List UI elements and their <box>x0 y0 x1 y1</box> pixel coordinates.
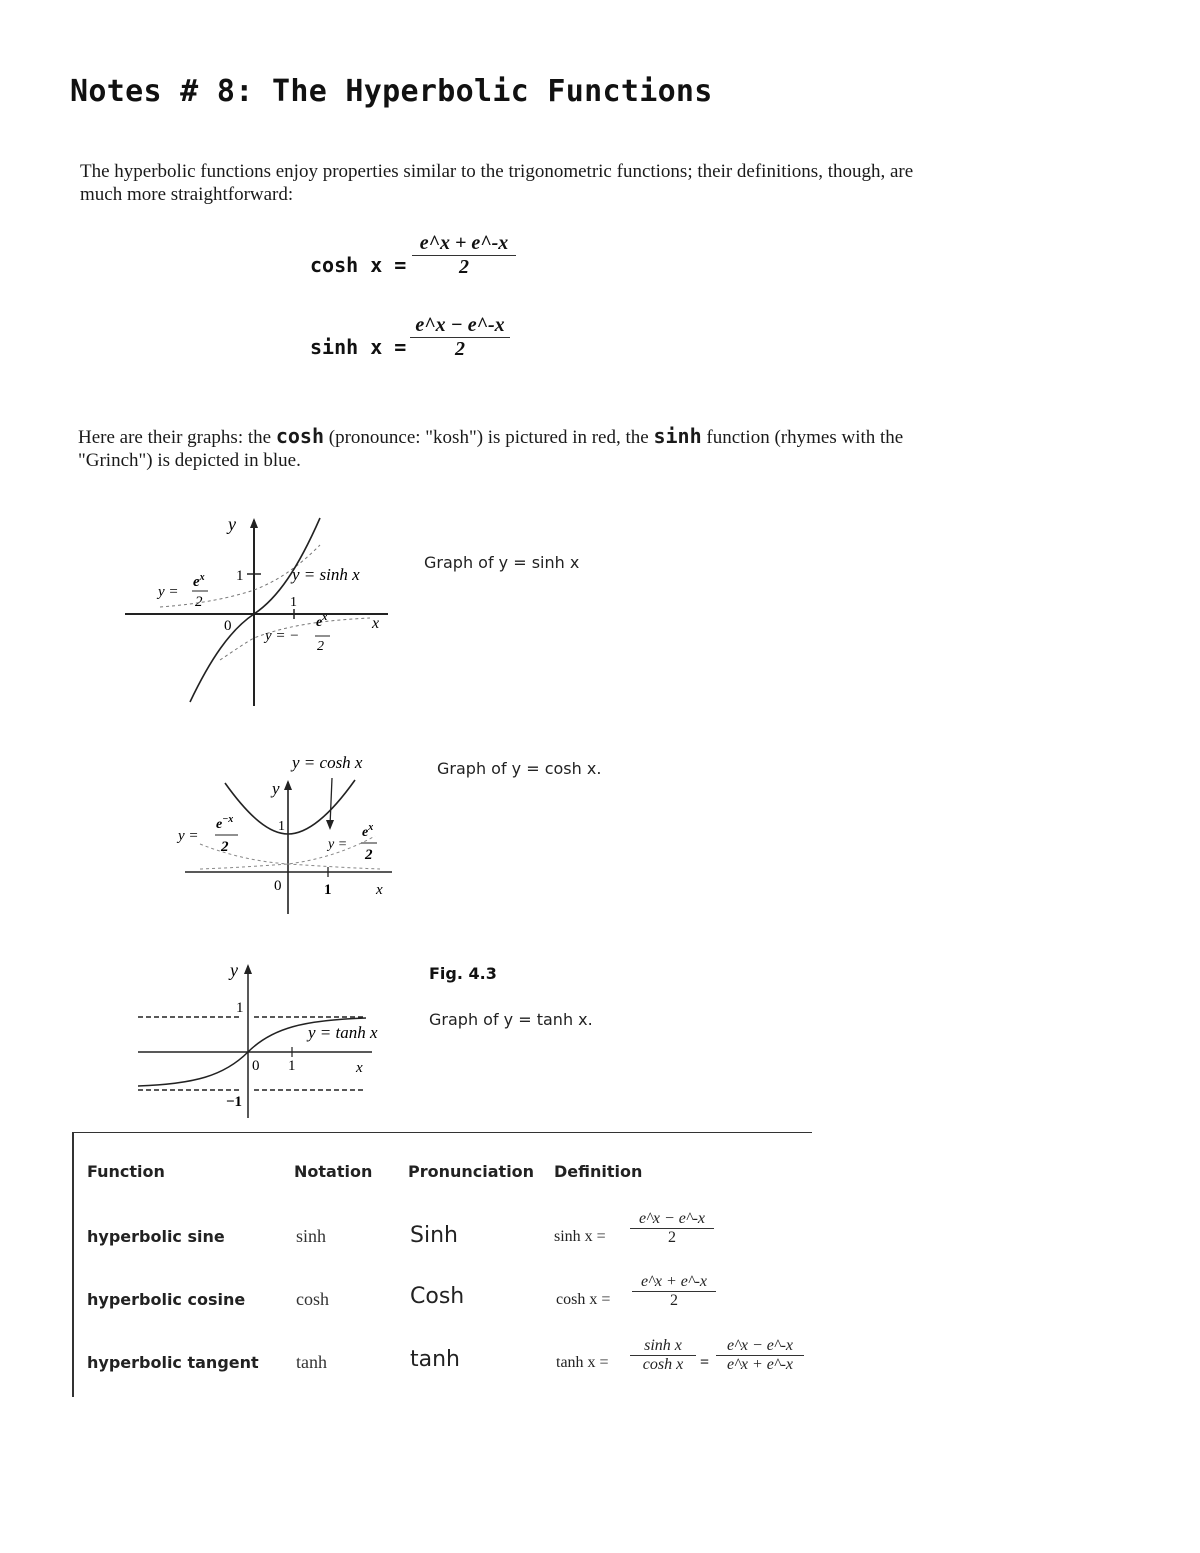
sinh-graph <box>120 510 400 710</box>
graphs-intro-paragraph <box>78 425 978 472</box>
sinh-equation-lhs: sinh x = <box>310 335 407 359</box>
definition-denominator: e^x + e^-x <box>726 1356 794 1373</box>
function-notation: cosh <box>296 1289 329 1309</box>
y-tick-label: 1 <box>236 1000 244 1016</box>
function-name: hyperbolic cosine <box>87 1290 246 1309</box>
origin-label: 0 <box>224 618 232 634</box>
hyperbolic-functions-table <box>72 1132 812 1397</box>
definition-lhs: tanh x = <box>556 1354 609 1371</box>
definition-numerator: e^x − e^-x <box>638 1210 706 1227</box>
x-tick-label: 1 <box>324 882 332 898</box>
exp-neg-half-denominator: 2 <box>221 839 229 855</box>
pointer-arrow <box>330 778 332 826</box>
definition-numerator: sinh x <box>644 1337 682 1354</box>
cosh-equation-numerator: e^x + e^-x <box>419 232 509 254</box>
table-header-pronunciation: Pronunciation <box>408 1162 535 1181</box>
table-header-definition: Definition <box>554 1162 643 1181</box>
cosh-equation-lhs: cosh x = <box>310 253 407 277</box>
cosh-equation-fraction <box>412 232 516 279</box>
definition-equals: = <box>700 1354 710 1371</box>
tanh-graph-caption: Graph of y = tanh x. <box>429 1010 593 1029</box>
table-top-border <box>72 1132 812 1133</box>
x-axis-label: x <box>356 1060 363 1076</box>
x-tick-label: 1 <box>290 595 297 610</box>
cosh-equation-denominator: 2 <box>459 256 469 278</box>
exp-half-label: y = <box>158 584 179 600</box>
origin-label: 0 <box>252 1058 260 1074</box>
exp-half-label: y = <box>328 837 348 852</box>
definition-denominator: 2 <box>668 1229 676 1246</box>
exp-half-numerator: $e^x$ <box>362 822 374 840</box>
origin-label: 0 <box>274 878 282 894</box>
function-name: hyperbolic tangent <box>87 1353 259 1372</box>
y-axis-arrow <box>244 964 252 974</box>
sinh-graph-caption: Graph of y = sinh x <box>424 553 580 572</box>
x-axis-label: x <box>372 615 380 632</box>
exp-half-denominator: 2 <box>195 594 203 610</box>
definition-fraction <box>630 1210 714 1247</box>
page-title: Notes # 8: The Hyperbolic Functions <box>70 74 713 109</box>
exp-half-denominator: 2 <box>365 847 373 863</box>
cosh-graph-caption: Graph of y = cosh x. <box>437 759 602 778</box>
tanh-curve-label: y = tanh x <box>308 1023 378 1042</box>
exp-neg-half-label: y = <box>178 828 199 844</box>
sinh-curve-label: y = sinh x <box>292 565 360 584</box>
graphs-intro-text: function (rhymes with the "Grinch") is depicted in blue. <box>78 427 904 471</box>
sinh-equation-denominator: 2 <box>455 338 465 360</box>
y-axis-label: y <box>272 779 280 798</box>
sinh-equation-fraction <box>410 314 510 361</box>
definition-numerator: e^x + e^-x <box>640 1273 708 1290</box>
sinh-equation-numerator: e^x − e^-x <box>415 314 505 336</box>
y-axis-arrow <box>250 518 258 528</box>
function-pronunciation: tanh <box>410 1347 460 1372</box>
cosh-inline: cosh <box>275 424 324 448</box>
definition-denominator: 2 <box>670 1292 678 1309</box>
definition-numerator: e^x − e^-x <box>726 1337 794 1354</box>
table-header-function: Function <box>87 1162 165 1181</box>
y-axis-arrow <box>284 780 292 790</box>
table-header-notation: Notation <box>294 1162 373 1181</box>
y-tick-label: 1 <box>236 568 244 584</box>
graphs-intro-text: (pronounce: "kosh") is pictured in red, the <box>324 427 654 448</box>
definition-fraction <box>630 1337 696 1374</box>
graphs-intro-text: Here are their graphs: the <box>78 427 276 448</box>
neg-exp-half-numerator: $e^x$ <box>316 612 328 630</box>
function-notation: sinh <box>296 1226 327 1246</box>
sinh-inline: sinh <box>653 424 702 448</box>
cosh-graph <box>170 748 410 918</box>
cosh-curve-label: y = cosh x <box>292 753 363 772</box>
definition-fraction-exp <box>716 1337 804 1374</box>
x-axis-label: x <box>376 882 383 898</box>
intro-paragraph: The hyperbolic functions enjoy properties similar to the trigonometric functions; their definitions, though, are much more straightforward: <box>80 161 914 205</box>
definition-lhs: cosh x = <box>556 1291 611 1308</box>
function-name: hyperbolic sine <box>87 1227 225 1246</box>
function-notation: tanh <box>296 1352 327 1372</box>
y-tick-label: 1 <box>278 819 285 834</box>
exp-half-numerator: $e^x$ <box>193 572 205 590</box>
neg-exp-half-denominator: 2 <box>317 639 324 654</box>
exp-neg-half-numerator: $e^{-x}$ <box>216 814 234 832</box>
table-left-border <box>72 1132 74 1397</box>
y-axis-label: y <box>228 514 236 534</box>
figure-label: Fig. 4.3 <box>429 964 497 983</box>
function-pronunciation: Sinh <box>410 1223 458 1248</box>
x-tick-label: 1 <box>288 1058 296 1074</box>
neg-exp-half-label: y = − <box>265 628 300 644</box>
definition-lhs: sinh x = <box>554 1228 606 1245</box>
y-axis-label: y <box>230 960 238 980</box>
y-neg-tick-label: −1 <box>226 1094 243 1110</box>
pointer-arrowhead <box>326 820 334 830</box>
tanh-graph <box>134 958 404 1138</box>
function-pronunciation: Cosh <box>410 1284 465 1309</box>
definition-fraction <box>632 1273 716 1310</box>
definition-denominator: cosh x <box>642 1356 684 1373</box>
